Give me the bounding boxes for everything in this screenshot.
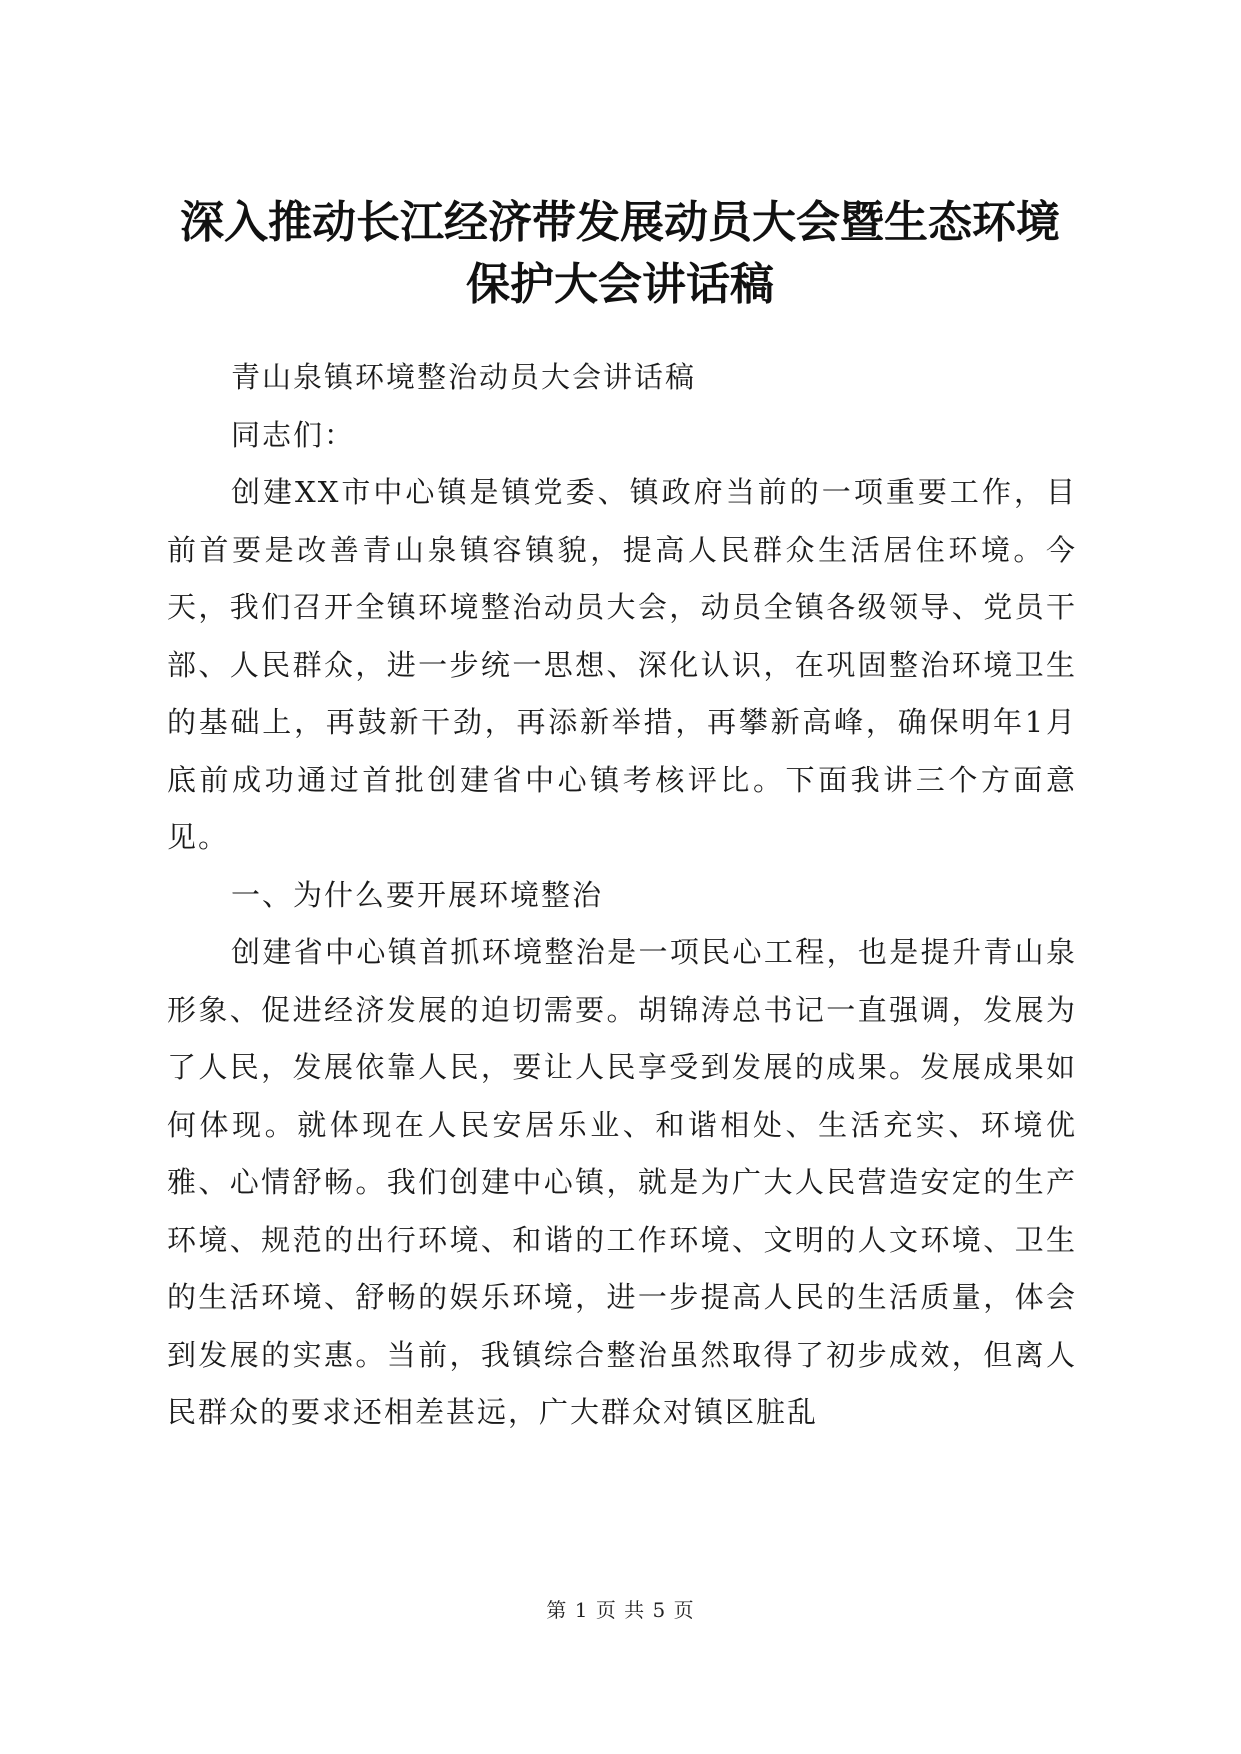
document-title: [150, 192, 1090, 316]
page-footer: 第 1 页 共 5 页: [546, 1598, 695, 1622]
speech-subtitle: 青山泉镇环境整治动员大会讲话稿: [231, 360, 697, 394]
paragraph-2: 创建省中心镇首抓环境整治是一项民心工程，也是提升青山泉形象、促进经济发展的迫切需要。胡锦涛总书记一直强调，发展为了人民，发展依靠人民，要让人民享受到发展的成果。发展成果如何体现。就体现在人民安居乐业、和谐相处、生活充实、环境优雅、心情舒畅。我们创建中心镇，就是为广大人民营造安定的生产环境、规范的出行环境、和谐的工作环境、文明的人文环境、卫生的生活环境、舒畅的娱乐环境，进一步提高人民的生活质量，体会到发展的实惠。当前，我镇综合整治虽然取得了初步成效，但离人民群众的要求还相差甚远，广大群众对镇区脏乱: [167, 935, 1077, 1429]
title-line-1: 深入推动长江经济带发展动员大会暨生态环境: [180, 197, 1060, 248]
section-heading-1: 一、为什么要开展环境整治: [231, 877, 604, 912]
paragraph-1: 创建XX市中心镇是镇党委、镇政府当前的一项重要工作，目前首要是改善青山泉镇容镇貌，提高人民群众生活居住环境。今天，我们召开全镇环境整治动员大会，动员全镇各级领导、党员干部、人民群众，进一步统一思想、深化认识，在巩固整治环境卫生的基础上，再鼓新干劲，再添新举措，再攀新高峰，确保明年1月底前成功通过首批创建省中心镇考核评比。下面我讲三个方面意见。: [167, 475, 1077, 854]
document-body: [167, 349, 1077, 1442]
greeting: 同志们：: [231, 417, 356, 452]
title-line-2: 保护大会讲话稿: [466, 259, 774, 310]
